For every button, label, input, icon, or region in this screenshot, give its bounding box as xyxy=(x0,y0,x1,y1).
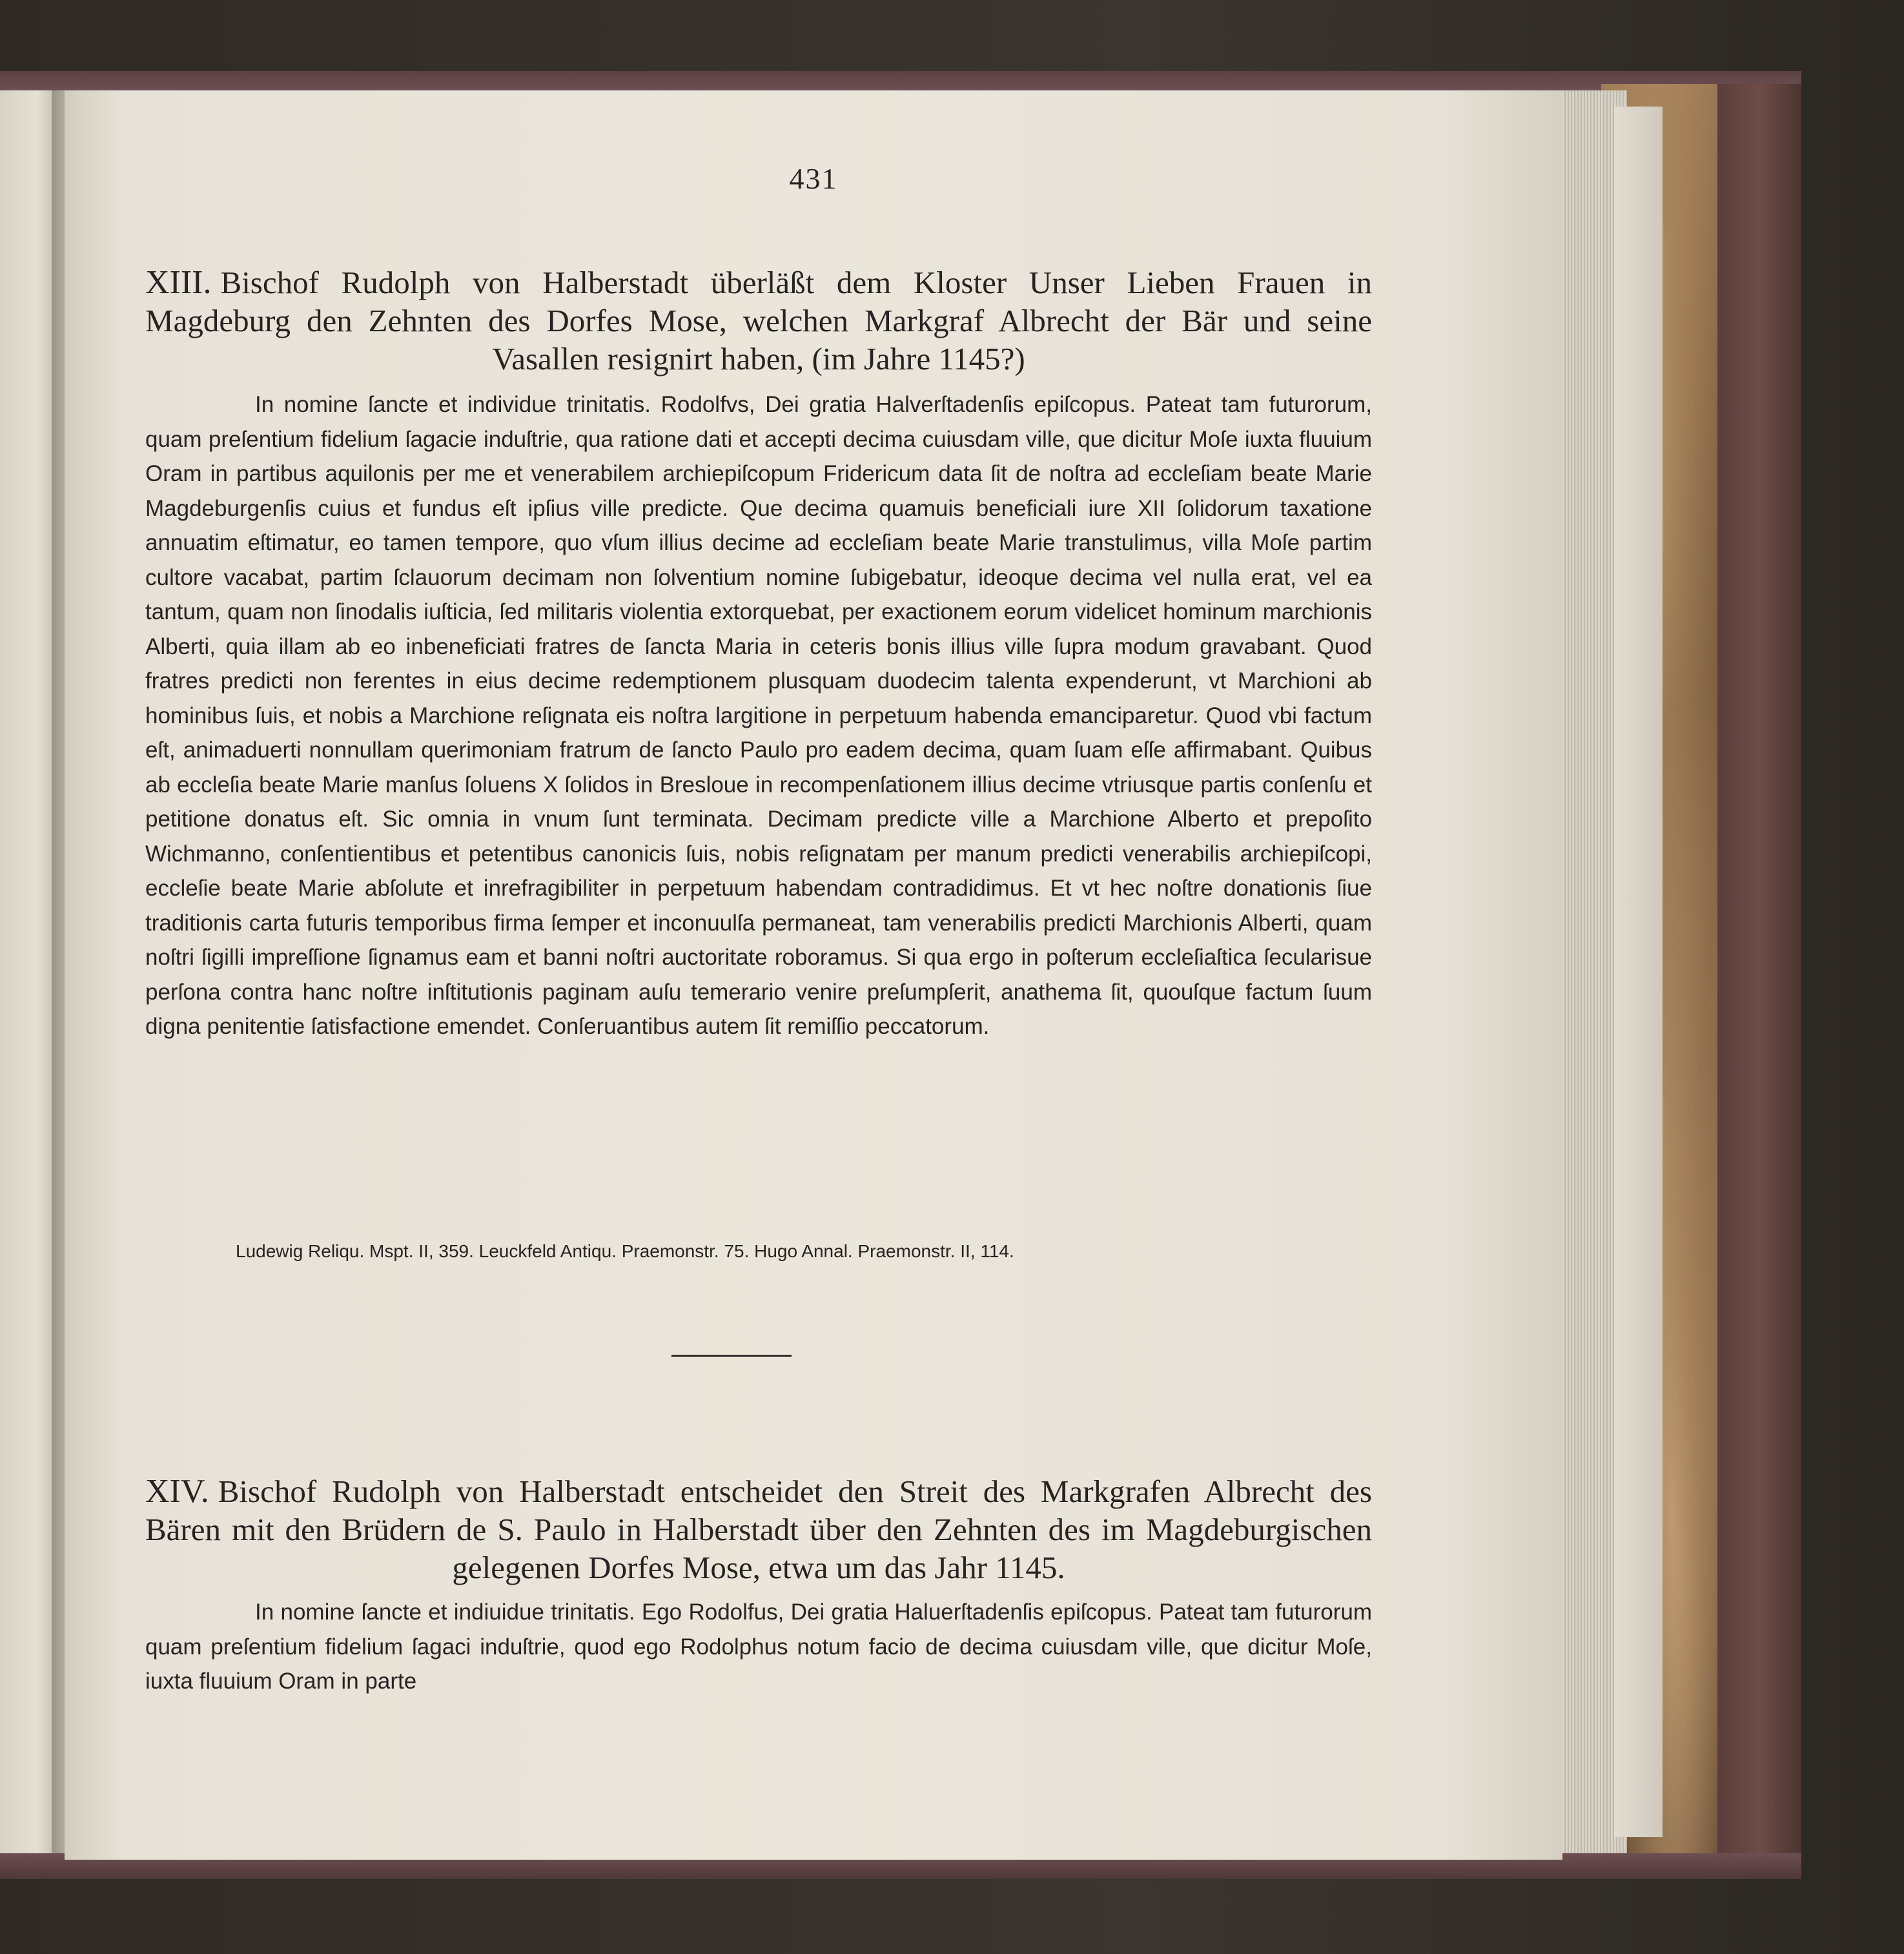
section-xiii-source-note: Ludewig Reliqu. Mspt. II, 359. Leuckfeld Antiqu. Praemonstr. 75. Hugo Annal. Praemonstr. II, 114. xyxy=(236,1241,1014,1261)
section-xiii-title: Bischof Rudolph von Halberstadt überläßt dem Kloster Unser Lieben Frauen in Magdeburg den Zehnten des Dorfes Mose, welchen Markgraf Albrecht der Bär und seine Vasallen resignirt haben, (im Jahre 1145?) xyxy=(145,265,1372,376)
section-xiii-numeral: XIII. xyxy=(145,264,212,301)
section-xiv-title: Bischof Rudolph von Halberstadt entscheidet den Streit des Markgrafen Albrecht des Bären mit den Brüdern de S. Paulo in Halberstadt über den Zehnten des im Magdeburgischen gelegenen Dorfes Mose, etwa um das Jahr 1145. xyxy=(145,1474,1372,1585)
section-xiv-charter-text: In nomine ſancte et indiuidue trinitatis. Ego Rodolfus, Dei gratia Haluerſtadenſis epiſcopus. Pateat tam futurorum quam preſentium fidelium ſagaci induſtrie, quod ego Rodolphus notum facio de decima cuiusdam ville, que dicitur Moſe, iuxta fluuium Oram in parte xyxy=(145,1599,1372,1694)
section-xiii-heading xyxy=(145,263,1372,378)
page-stack-flyleaf xyxy=(1614,107,1663,1837)
section-xiii-charter-text: In nomine ſancte et individue trinitatis. Rodolfvs, Dei gratia Halverſtadenſis epiſcopus. Pateat tam futurorum, quam preſentium fidelium ſagacie induſtrie, qua ratione dati et accepti decima cuiusdam ville, que dicitur Moſe iuxta fluuium Oram in partibus aquilonis per me et venerabilem archiepiſcopum Fridericum data ſit de noſtra ad eccleſiam beate Marie Magdeburgenſis cuius et fundus eſt ipſius ville predicte. Que decima quamuis beneficiali iure XII ſolidorum taxatione annuatim eſtimatur, eo tamen tempore, quo vſum illius decime ad eccleſiam beate Marie transtulimus, villa Moſe partim cultore vacabat, partim ſclauorum decimam non ſolventium nomine ſubigebatur, ideoque decima vel nulla erat, vel ea tantum, quam non ſinodalis iuſticia, ſed militaris violentia extorquebat, per exactionem eorum videlicet hominum marchionis Alberti, quia illam ab eo inbeneficiati fratres de ſancta Maria in ceteris bonis illius ville ſupra modum gravabant. Quod fratres predicti non ferentes in eius decime redemptionem plusquam duodecim talenta expenderunt, vt Marchioni ab hominibus ſuis, et nobis a Marchione reſignata eis noſtra largitione in perpetuum habenda emanciparetur. Quod vbi factum eſt, animaduerti nonnullam querimoniam fratrum de ſancto Paulo pro eadem decima, quam ſuam eſſe affirmabant. Quibus ab eccleſia beate Marie manſus ſoluens X ſolidos in Bresloue in recompenſationem illius decime vtriusque partis conſenſu et petitione donatus eſt. Sic omnia in vnum ſunt terminata. Decimam predicte ville a Marchione Alberto et prepoſito Wichmanno, conſentientibus et petentibus canonicis ſuis, nobis reſignatam per manum predicti venerabilis archiepiſcopi, eccleſie beate Marie abſolute et inrefragibiliter in perpetuum habendam contradidimus. Et vt hec noſtre donationis ſiue traditionis carta futuris temporibus firma ſemper et inconuulſa permaneat, tam venerabilis predicti Marchionis Alberti, quam noſtri ſigilli impreſſione ſignamus eam et banni noſtri auctoritate roboramus. Si qua ergo in poſterum eccleſiaſtica ſecularisue perſona contra hanc noſtre inſtitutionis paginam auſu temerario venire preſumpſerit, anathema ſit, quouſque factum ſuum digna penitentie ſatisfactione emendet. Conſeruantibus autem ſit remiſſio peccatorum. xyxy=(145,392,1372,1039)
section-divider-rule xyxy=(671,1355,792,1357)
printed-page xyxy=(65,90,1562,1860)
section-xiv-heading xyxy=(145,1472,1372,1587)
cover-cloth-edge xyxy=(1717,84,1801,1873)
page-number: 431 xyxy=(789,162,838,195)
section-xiv-numeral: XIV. xyxy=(145,1473,209,1510)
